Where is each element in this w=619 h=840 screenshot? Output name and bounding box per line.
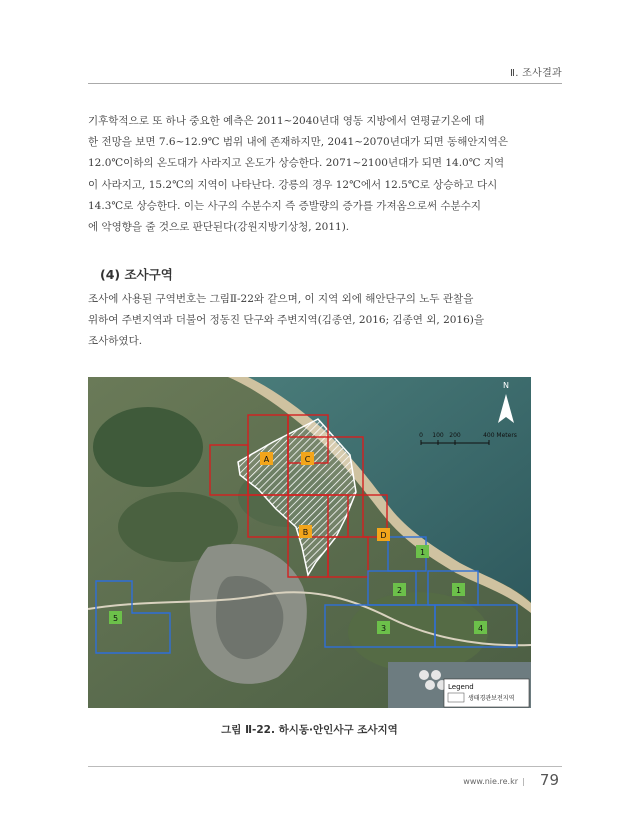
forest-patch (93, 407, 203, 487)
legend-title: Legend (448, 683, 474, 691)
legend-item-label: 생태경관보전지역 (468, 695, 515, 702)
zone-4-label: 4 (477, 624, 484, 633)
storage-tank (431, 670, 441, 680)
footer-separator: | (522, 777, 525, 786)
zone-c-label: C (304, 455, 311, 464)
scale-tick-200: 200 (449, 432, 461, 439)
storage-tank (419, 670, 429, 680)
page-number: 79 (539, 771, 559, 789)
paragraph-line: 12.0℃이하의 온도대가 사라지고 온도가 상승한다. 2071~2100년대가 되면 14.0℃ 지역 (88, 157, 505, 170)
zone-3-label: 3 (380, 624, 387, 633)
section-header: Ⅱ. 조사결과 (509, 68, 562, 79)
paragraph-line: 한 전망을 보면 7.6~12.9℃ 범위 내에 존재하지만, 2041~2070년대가 되면 동해안지역은 (88, 136, 508, 149)
paragraph-line: 14.3℃로 상승한다. 이는 사구의 수분수지 즉 증발량의 증가를 가져옴으로써 수분수지 (88, 199, 482, 212)
header-divider (88, 83, 562, 84)
paragraph-line: 위하여 주변지역과 더불어 정동진 단구와 주변지역(김종연, 2016; 김종연 외, 2016)을 (88, 314, 485, 327)
survey-area-map (88, 377, 531, 708)
legend-hatch-swatch (448, 693, 464, 702)
section-title: (4) 조사구역 (100, 267, 173, 282)
paragraph-line: 조사에 사용된 구역번호는 그림Ⅱ-22와 같으며, 이 지역 외에 해안단구의 노두 관찰을 (88, 293, 474, 305)
scale-tick-400: 400 Meters (483, 432, 517, 439)
zone-1-label: 1 (419, 548, 426, 557)
storage-tank (425, 680, 435, 690)
figure-caption: 그림 Ⅱ-22. 하시동·안인사구 조사지역 (221, 724, 398, 736)
paragraph-line: 에 악영향을 줄 것으로 판단된다(강원지방기상청, 2011). (88, 221, 350, 234)
zone-d-label: D (380, 531, 387, 540)
zone-a-label: A (263, 455, 270, 464)
scale-tick-0: 0 (419, 432, 423, 439)
north-label: N (503, 381, 509, 390)
zone-2-label: 2 (396, 586, 403, 595)
footer-url: www.nie.re.kr (463, 777, 518, 786)
footer-divider (88, 766, 562, 767)
paragraph-survey-area (88, 289, 531, 353)
zone-1b-label: 1 (455, 586, 462, 595)
zone-b-label: B (302, 528, 309, 537)
paragraph-line: 조사하였다. (88, 335, 143, 348)
paragraph-line: 기후학적으로 또 하나 중요한 예측은 2011~2040년대 영동 지방에서 연평균기온에 대 (88, 115, 485, 127)
scale-tick-100: 100 (432, 432, 444, 439)
paragraph-line: 이 사라지고, 15.2℃의 지역이 나타난다. 강릉의 경우 12℃에서 12.5℃로 상승하고 다시 (88, 178, 498, 191)
scale-bar (413, 429, 525, 451)
forest-patch (348, 592, 488, 672)
zone-5-label: 5 (112, 614, 119, 623)
paragraph-climate (88, 111, 531, 238)
map-legend (444, 679, 529, 707)
